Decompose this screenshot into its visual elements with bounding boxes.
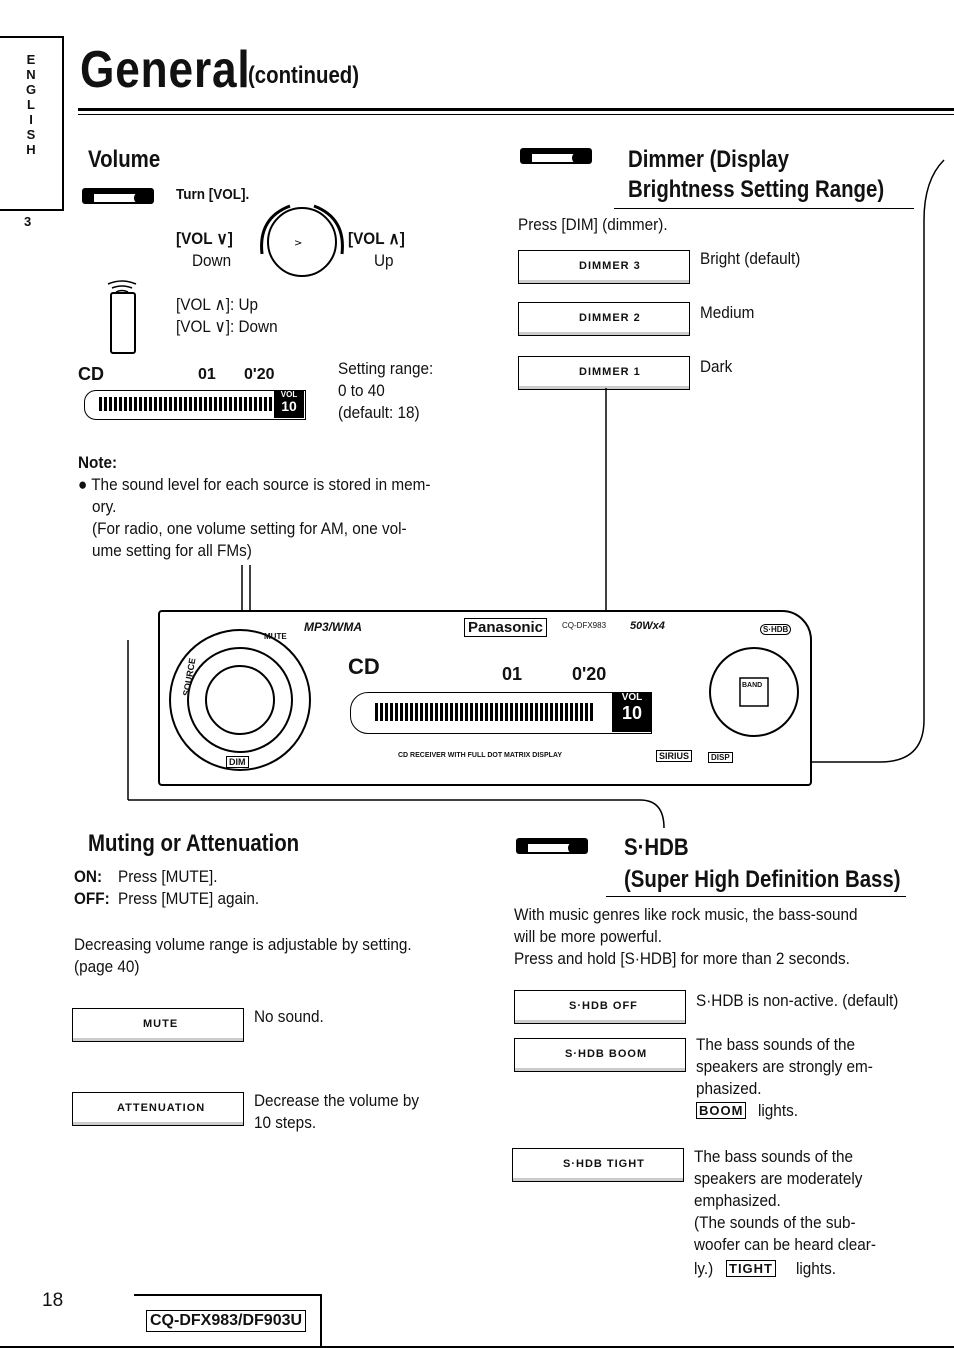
head-unit-faceplate: [158, 610, 812, 786]
mute-display-text: MUTE: [143, 1018, 179, 1030]
shdb-boom-display: [514, 1038, 686, 1072]
vol-down-label: [VOL ∨]: [176, 229, 233, 248]
faceplate-vol-value: 10: [621, 703, 643, 723]
volume-heading: Volume: [88, 146, 161, 173]
faceplate-lcd-segments: [375, 703, 595, 721]
shdb-tight-last: ly.): [694, 1259, 714, 1278]
shdb-tight-desc: emphasized.: [694, 1191, 781, 1210]
note-line: ume setting for all FMs): [92, 541, 252, 560]
shdb-desc-line1: With music genres like rock music, the bass-sound: [514, 905, 858, 924]
dimmer3-label: Bright (default): [700, 249, 801, 268]
shdb-desc-line2: will be more powerful.: [514, 927, 662, 946]
language-tab-letter: S: [26, 127, 36, 142]
muting-desc-line1: Decreasing volume range is adjustable by setting.: [74, 935, 412, 954]
faceplate-power: 50Wx4: [630, 620, 665, 632]
lcd-time: 0'20: [244, 366, 275, 383]
tight-lights-text: lights.: [796, 1259, 836, 1278]
shdb-tight-desc: speakers are moderately: [694, 1169, 863, 1188]
footer-model-box: [134, 1294, 322, 1348]
vol-down-text: Down: [192, 251, 232, 270]
language-tab-letter: G: [25, 82, 37, 97]
shdb-tight-desc: (The sounds of the sub-: [694, 1213, 856, 1232]
language-tab-number: 3: [24, 214, 32, 229]
shdb-tight-display: [512, 1148, 684, 1182]
boom-indicator-icon: BOOM: [696, 1102, 746, 1119]
mute-off-text: Press [MUTE] again.: [118, 889, 260, 908]
language-tab-letter: E: [26, 52, 36, 67]
setting-range-label: Setting range:: [338, 359, 434, 378]
mute-off-label: OFF:: [74, 889, 110, 908]
faceplate-format-logo: MP3/WMA: [304, 620, 362, 634]
faceplate-lcd-cd: CD: [348, 654, 380, 679]
muting-heading: Muting or Attenuation: [88, 830, 300, 857]
remote-vol-down: [VOL ∨]: Down: [176, 317, 278, 336]
faceplate-vol-box: [612, 692, 652, 732]
shdb-desc-line3: Press and hold [S·HDB] for more than 2 seconds.: [514, 949, 850, 968]
dimmer2-label: Medium: [700, 303, 755, 322]
remote-vol-up: [VOL ∧]: Up: [176, 295, 259, 314]
language-tab-letter: H: [26, 142, 36, 157]
shdb-boom-desc: phasized.: [696, 1079, 762, 1098]
page-number: 18: [42, 1290, 64, 1311]
dimmer1-label: Dark: [700, 357, 733, 376]
shdb-off-display: [514, 990, 686, 1024]
faceplate-lcd-time: 0'20: [572, 664, 607, 684]
dimmer2-display-text: DIMMER 2: [579, 312, 641, 324]
shdb-button[interactable]: S·HDB: [760, 624, 791, 635]
shdb-heading-underline: [606, 896, 906, 897]
disp-button[interactable]: DISP: [708, 752, 733, 763]
note-title: Note:: [78, 453, 118, 472]
mute-display-desc: No sound.: [254, 1007, 324, 1026]
attenuation-display-text: ATTENUATION: [117, 1102, 206, 1114]
faceplate-vol-label: VOL: [621, 692, 643, 703]
source-button[interactable]: SOURCE: [180, 657, 198, 697]
vol-up-label: [VOL ∧]: [348, 229, 405, 248]
band-button[interactable]: BAND: [742, 682, 763, 689]
shdb-heading-line1: S·HDB: [624, 834, 689, 861]
note-line: (For radio, one volume setting for AM, one vol-: [92, 519, 407, 538]
faceplate-brand: Panasonic: [464, 618, 547, 637]
dimmer3-display-text: DIMMER 3: [579, 260, 641, 272]
faceplate-lcd-bar: [350, 692, 652, 734]
setting-range-default: (default: 18): [338, 403, 420, 422]
language-tab-letter: N: [26, 67, 36, 82]
mute-on-label: ON:: [74, 867, 103, 886]
shdb-boom-desc: The bass sounds of the: [696, 1035, 856, 1054]
shdb-off-display-text: S·HDB OFF: [569, 1000, 638, 1012]
dimmer-heading-line2: Brightness Setting Range): [628, 176, 885, 203]
page-title: General: [80, 41, 251, 99]
cd-source-icon: [516, 838, 588, 854]
note-line: ● The sound level for each source is stored in mem-: [78, 475, 431, 494]
attenuation-desc-line1: Decrease the volume by: [254, 1091, 419, 1110]
vol-up-text: Up: [374, 251, 394, 270]
faceplate-strip-text: CD RECEIVER WITH FULL DOT MATRIX DISPLAY: [398, 752, 562, 759]
shdb-boom-display-text: S·HDB BOOM: [565, 1048, 648, 1060]
attenuation-display: [72, 1092, 244, 1126]
shdb-tight-display-text: S·HDB TIGHT: [563, 1158, 645, 1170]
mute-display: [72, 1008, 244, 1042]
dimmer-heading-line1: Dimmer (Display: [628, 146, 789, 173]
lcd-cd-text: CD: [78, 364, 104, 384]
attenuation-desc-line2: 10 steps.: [254, 1113, 317, 1132]
faceplate-direction-pad[interactable]: [704, 642, 804, 742]
language-tab-letter: L: [27, 97, 35, 112]
shdb-tight-desc: woofer can be heard clear-: [694, 1235, 877, 1254]
faceplate-model: CQ-DFX983: [562, 621, 607, 630]
lcd-track: 01: [198, 366, 216, 383]
shdb-boom-desc: speakers are strongly em-: [696, 1057, 873, 1076]
footer-model: CQ-DFX983/DF903U: [146, 1310, 306, 1332]
lcd-vol-value: 10: [281, 398, 297, 414]
boom-lights-text: lights.: [758, 1101, 798, 1120]
shdb-off-desc: S·HDB is non-active. (default): [696, 991, 899, 1010]
setting-range-value: 0 to 40: [338, 381, 385, 400]
mute-button[interactable]: MUTE: [264, 632, 287, 641]
page-subtitle: (continued): [248, 62, 360, 89]
svg-text:>: >: [294, 238, 303, 249]
volume-instruction: Turn [VOL].: [176, 186, 250, 203]
note-line: ory.: [92, 497, 117, 516]
dim-button[interactable]: DIM: [226, 756, 249, 768]
faceplate-lcd-track: 01: [502, 664, 523, 684]
muting-desc-line2: (page 40): [74, 957, 140, 976]
tight-indicator-icon: TIGHT: [726, 1260, 776, 1277]
shdb-heading-line2: (Super High Definition Bass): [624, 866, 901, 893]
dimmer-instruction: Press [DIM] (dimmer).: [518, 215, 668, 234]
dimmer1-display-text: DIMMER 1: [579, 366, 641, 378]
shdb-tight-desc: The bass sounds of the: [694, 1147, 854, 1166]
sirius-button[interactable]: SIRIUS: [656, 750, 692, 762]
lcd-vol-label: VOL: [280, 390, 298, 399]
mute-on-text: Press [MUTE].: [118, 867, 218, 886]
language-tab-letter: I: [29, 112, 33, 127]
